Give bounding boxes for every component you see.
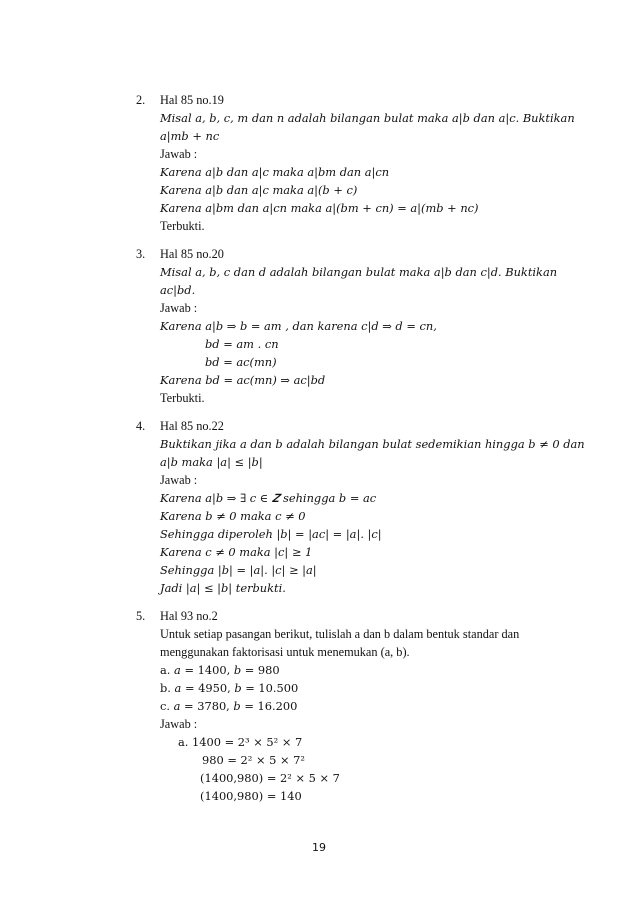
problem-2-step-2: Karena 𝑎|𝑏 dan 𝑎|𝑐 maka 𝑎|(𝑏 + 𝑐) — [160, 183, 358, 197]
problem-2-answer-label: Jawab : — [160, 147, 198, 161]
problem-4-statement-cont: 𝑎|𝑏 maka |𝑎| ≤ |𝑏| — [160, 455, 263, 469]
problem-5-part-a: a. 𝑎 = 1400, 𝑏 = 980 — [160, 663, 280, 677]
problem-3-step-2: 𝑏𝑑 = 𝑎𝑚 . 𝑐𝑛 — [205, 337, 279, 351]
problem-3-statement: Misal 𝑎, 𝑏, 𝑐 dan 𝑑 adalah bilangan bulat maka 𝑎|𝑏 dan 𝑐|𝑑. Buktikan — [160, 265, 558, 279]
problem-4-number: 4. — [136, 419, 146, 433]
problem-5-answer-a-line-2: 980 = 2² × 5 × 7² — [202, 753, 305, 767]
problem-3-step-4: Karena 𝑏𝑑 = 𝑎𝑐(𝑚𝑛) ⇒ 𝑎𝑐|𝑏𝑑 — [160, 373, 326, 387]
problem-3-statement-cont: 𝑎𝑐|𝑏𝑑. — [160, 283, 196, 297]
page-number: 19 — [312, 841, 326, 854]
problem-5-number: 5. — [136, 609, 146, 623]
problem-4-title: Hal 85 no.22 — [160, 419, 224, 433]
problem-4-step-5: Sehingga |𝑏| = |𝑎|. |𝑐| ≥ |𝑎| — [160, 563, 317, 577]
problem-5-answer-label: Jawab : — [160, 717, 198, 731]
problem-4-answer-label: Jawab : — [160, 473, 198, 487]
problem-4-step-3: Sehingga diperoleh |𝑏| = |𝑎𝑐| = |𝑎|. |𝑐| — [160, 527, 382, 541]
problem-5-part-c: c. 𝑎 = 3780, 𝑏 = 16.200 — [160, 699, 298, 713]
problem-3-answer-label: Jawab : — [160, 301, 198, 315]
problem-4-step-4: Karena c ≠ 0 maka |𝑐| ≥ 1 — [160, 545, 313, 559]
problem-3-number: 3. — [136, 247, 146, 261]
problem-5-statement: Untuk setiap pasangan berikut, tulislah a dan b dalam bentuk standar dan — [160, 627, 520, 641]
problem-5-part-b: b. 𝑎 = 4950, 𝑏 = 10.500 — [160, 681, 299, 695]
problem-3-step-3: 𝑏𝑑 = 𝑎𝑐(𝑚𝑛) — [205, 355, 277, 369]
problem-5-answer-a-line-3: (1400,980) = 2² × 5 × 7 — [200, 771, 340, 785]
problem-5-answer-a-line-4: (1400,980) = 140 — [200, 789, 302, 803]
problem-5-answer-a-line-1: a. 1400 = 2³ × 5² × 7 — [178, 735, 303, 749]
problem-3-conclusion: Terbukti. — [160, 391, 205, 405]
problem-4-conclusion: Jadi |𝑎| ≤ |𝑏| terbukti. — [160, 581, 286, 595]
problem-5-title: Hal 93 no.2 — [160, 609, 218, 623]
problem-5-statement-cont: menggunakan faktorisasi untuk menemukan (a, b). — [160, 645, 410, 659]
problem-4-step-2: Karena 𝑏 ≠ 0 maka 𝑐 ≠ 0 — [160, 509, 306, 523]
problem-3-title: Hal 85 no.20 — [160, 247, 224, 261]
problem-2-statement: Misal 𝑎, 𝑏, 𝑐, 𝑚 dan 𝑛 adalah bilangan bulat maka 𝑎|𝑏 dan 𝑎|𝑐. Buktikan — [160, 111, 575, 125]
problem-2-step-3: Karena 𝑎|𝑏𝑚 dan 𝑎|𝑐𝑛 maka 𝑎|(𝑏𝑚 + 𝑐𝑛) = 𝑎|(𝑚𝑏 + 𝑛𝑐) — [160, 201, 479, 215]
problem-2-conclusion: Terbukti. — [160, 219, 205, 233]
problem-2-step-1: Karena 𝑎|𝑏 dan 𝑎|𝑐 maka 𝑎|𝑏𝑚 dan 𝑎|𝑐𝑛 — [160, 165, 390, 179]
problem-4-step-1: Karena 𝑎|𝑏 ⇒ ∃ 𝑐 ∈ 𝒁 sehingga 𝑏 = 𝑎𝑐 — [160, 491, 377, 505]
problem-2-number: 2. — [136, 93, 146, 107]
problem-4-statement: Buktikan jika 𝑎 dan 𝑏 adalah bilangan bulat sedemikian hingga 𝑏 ≠ 0 dan — [160, 437, 585, 451]
problem-2-title: Hal 85 no.19 — [160, 93, 224, 107]
problem-3-step-1: Karena 𝑎|𝑏 ⇒ 𝑏 = 𝑎𝑚 , dan karena 𝑐|𝑑 ⇒ 𝑑 = 𝑐𝑛, — [160, 319, 437, 333]
problem-2-statement-cont: 𝑎|𝑚𝑏 + 𝑛𝑐 — [160, 129, 220, 143]
